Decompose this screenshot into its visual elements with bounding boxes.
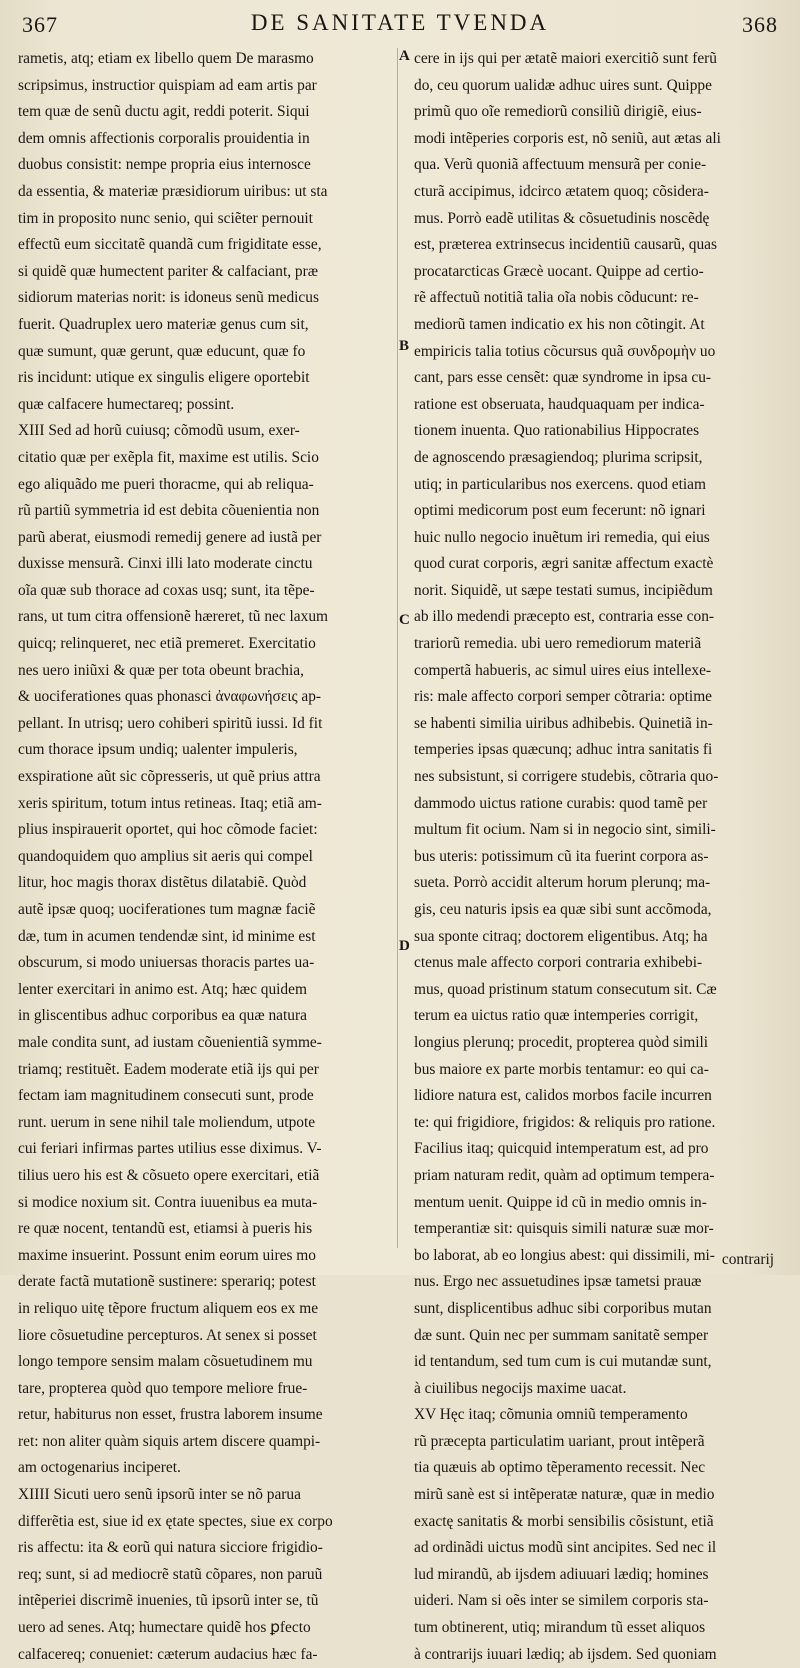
page-number-right: 368 [742,12,778,37]
text-line: est, præterea extrinsecus incidentiũ causarũ, quas [414,236,718,254]
text-line: temperantiæ sit: quisquis simili naturæ suæ mor- [414,1220,714,1238]
text-line: temperies ipsas quæcunq; adhuc intra sanitatis fi [414,741,713,759]
text-line: ego aliquãdo me pueri thoracme, qui ab reliqua- [18,475,314,493]
text-line: citatio quæ per exẽpla fit, maxime est utilis. Scio [18,448,319,466]
text-line: ctenus male affecto corpori contraria exhibebi- [414,954,703,972]
text-line: cere in ijs qui per ætatẽ maiori exercitiõ sunt ferũ [414,50,718,67]
text-line: intẽperiei discrimẽ inuenies, tũ ipsorũ inter se, tũ [18,1592,319,1610]
text-line: re quæ nocent, tentandũ est, etiamsi à pueris his [18,1220,313,1238]
text-line: quandoquidem quo amplius sit aeris qui compel [18,847,313,865]
text-line: rametis, atq; etiam ex libello quem De marasmo [18,50,314,67]
text-line: XIIII Sicuti uero senũ ipsorũ inter se nõ parua [18,1486,301,1504]
text-line: ris: male affecto corpori semper cõtraria: optime [414,688,712,706]
text-line: sidiorum materias norit: is idoneus senũ medicus [18,289,319,307]
text-line: rũ partiũ symmetria id est debita cõuenientia non [18,502,320,520]
page-number-left: 367 [22,12,58,37]
text-line: fuerit. Quadruplex uero materiæ genus cum sit, [18,315,309,333]
text-line: maxime insuerint. Possunt enim eorum uires mo [18,1246,316,1264]
text-line: lenter exercitari in animo est. Atq; hæc quidem [18,980,307,998]
text-line: tilius uero his est & cõsueto opere exercitari, etiã [18,1166,320,1184]
text-line: oĩa quæ sub thorace ad coxas usq; sunt, ita tẽpe- [18,581,315,599]
text-line: primũ quo oĩe remediorũ consiliũ dirigiẽ, eius- [414,103,702,121]
text-line: tionem inuenta. Quo rationabilius Hippocrates [414,422,700,440]
text-line: optimi medicorum post eum fecerunt: nõ ignari [414,502,706,520]
text-line: rẽ affectuũ notitiã talia oĩa nobis cõducunt: re- [414,289,699,307]
text-line: trariorũ remedia. ubi uero remediorum materiã [414,635,702,653]
text-line: mus. Porrò eadẽ utilitas & cõsuetudinis noscẽdę [414,209,710,227]
text-line: & uociferationes quas phonasci ἀναφωνήσεις ap- [18,688,322,706]
text-line: dammodo uictus ratione curabis: quod tamẽ per [414,794,708,812]
text-line: lidiore natura est, calidos morbos facile incurren [414,1087,712,1105]
text-line: tare, propterea quòd quo tempore meliore frue- [18,1379,308,1397]
text-line: liore cõsuetudine percepturos. At senex si posset [18,1326,317,1344]
text-line: qua. Verũ quoniã affectuum mensurã per conie- [414,156,707,174]
text-line: à contrarijs iuuari lædiq; ab ijsdem. Sed quoniam [414,1645,717,1663]
text-line: huic nullo negocio inuẽtum iri remedia, qui eius [414,528,710,546]
text-line: mus, quoad pristinum statum consecutum sit. Cæ [414,980,717,998]
text-line: uero ad senes. Atq; humectare quidẽ hos ꝑfecto [18,1619,311,1637]
text-line: utiq; in particularibus nos exercens. quod etiam [414,475,706,493]
text-line: mediorũ tamen indicatio ex his non cõtingit. At [414,315,705,333]
text-line: calfacereq; conueniet: cæterum audacius hæc fa- [18,1645,318,1663]
text-line: ret: non aliter quàm siquis artem discere quampi- [18,1432,321,1450]
text-line: duobus consistit: nempe propria eius internosce [18,156,311,174]
text-line: sua sponte citraq; doctorem eligentibus. Atq; ha [414,927,708,945]
text-line: nus. Ergo nec assuetudines ipsæ tametsi prauæ [414,1273,702,1291]
text-line: ris incidunt: utique ex singulis eligere oportebit [18,369,310,387]
text-line: bo laborat, ab eo longius abest: qui dissimili, mi- [414,1246,715,1264]
text-line: parũ aberat, eiusmodi remedij genere ad iustã per [18,528,322,546]
text-line: te: qui frigidiore, frigidos: & reliquis pro ratione. [414,1113,716,1131]
text-line: dem omnis affectionis corporalis prouidentia in [18,129,310,147]
text-line: gis, ceu naturis ipsis ea quæ sibi sunt accõmoda, [414,901,712,918]
text-line: tia quæuis ab optimo tẽperamento recessit. Nec [414,1459,706,1477]
text-line: scripsimus, instructior quispiam ad eam artis par [18,76,317,94]
text-line: terum ea uictus ratio quæ intemperies corrigit, [414,1007,699,1025]
text-line: pellant. In utrisq; uero cohiberi spiritũ iussi. Id fit [18,714,323,732]
text-line: dæ sunt. Quin nec per summam sanitatẽ semper [414,1326,709,1344]
text-line: derate factã mutationẽ sustinere: sperariq; potest [18,1273,316,1291]
text-line: norit. Siquidẽ, ut sæpe testati sumus, incipiẽdum [414,581,713,599]
text-line: male condita sunt, ad iustam cõuenientiã symme- [18,1033,322,1051]
text-line: differẽtia est, siue id ex ętate spectes, siue ex corpo [18,1512,333,1530]
right-text-column [414,46,786,1668]
text-line: longius plerunq; procedit, propterea quòd simili [414,1033,709,1051]
text-line: priam naturam redit, quàm ad optimum tempera- [414,1166,715,1184]
text-line: Facilius itaq; quicquid intemperatum est, ad pro [414,1140,709,1158]
text-line: plius inspirauerit oportet, qui hoc cõmode faciet: [18,821,318,839]
text-line: quæ sumunt, quæ gerunt, quæ educunt, quæ fo [18,342,306,360]
running-title: DE SANITATE TVENDA [250,10,550,35]
text-line: procatarcticas Græcè uocant. Quippe ad certio- [414,262,704,280]
text-line: se habenti similia uiribus adhibebis. Quinetiã in- [414,714,713,732]
column-divider [397,48,398,1248]
text-line: tem quæ de senũ ductu agit, reddi poterit. Siqui [18,103,310,121]
text-line: quod curat corporis, ægri sanitæ affectum exactè [414,555,714,573]
text-line: uideri. Nam si oẽs inter se similem corporis sta- [414,1592,709,1610]
margin-marker-c: C [399,612,410,628]
text-line: modi intẽperies corporis est, nõ seniũ, aut ætas ali [414,129,721,147]
text-line: rans, ut tum citra offensionẽ hæreret, tũ nec laxum [18,608,328,626]
text-line: ab illo medendi præcepto est, contraria esse con- [414,608,715,626]
text-line: req; sunt, si ad mediocrẽ statũ cõpares, non paruũ [18,1565,323,1583]
text-line: cant, pars esse censẽt: quæ syndrome in ipsa cu- [414,369,712,387]
text-line: rũ præcepta particulatim uariant, prout intẽperã [414,1432,705,1450]
text-line: autẽ ipsæ quoq; uociferationes tum magnæ faciẽ [18,901,316,918]
text-line: exactę sanitatis & morbi sensibilis cõsistunt, etiã [414,1512,714,1530]
text-line: runt. uerum in sene nihil tale moliendum, utpote [18,1113,316,1131]
text-line: duxisse mensurã. Cinxi illi lato moderate cinctu [18,555,313,573]
text-line: mirũ sanè est si intẽperatæ naturæ, quæ in medio [414,1486,715,1504]
text-line: in gliscentibus adhuc corporibus ea quæ natura [18,1007,307,1025]
text-line: lud mirandũ, ab ijsdem adiuuari lædiq; homines [414,1565,709,1583]
text-line: compertã habueris, ac simul uires eius intellexe- [414,661,712,679]
text-line: xeris spiritum, totum intus retineas. Itaq; etiã am- [18,794,322,812]
text-line: obscurum, si modo uniuersas thoracis partes ua- [18,954,315,972]
text-line: cui feriari infirmas partes utilius esse diximus. V- [18,1140,322,1158]
text-line: mentum uenit. Quippe id cũ in medio omnis in- [414,1193,707,1211]
running-header [0,4,800,44]
text-line: nes subsistunt, si corrigere studebis, cõtraria quo- [414,768,719,786]
text-line: bus uteris: potissimum cũ ita fuerint corpora as- [414,847,709,865]
text-line: da essentia, & materiæ præsidiorum uiribus: ut sta [18,182,328,200]
text-line: si quidẽ quæ humectent pariter & calfaciant, præ [18,262,319,280]
catchword: contrarij [721,1251,774,1268]
margin-marker-a: A [399,48,410,64]
text-line: cturã accipimus, idcirco ætatem quoq; cõsidera- [414,182,709,200]
text-line: longo tempore sensim malam cõsuetudinem mu [18,1353,313,1371]
text-line: quæ calfacere humectareq; possint. [18,395,235,413]
margin-marker-b: B [399,338,410,354]
text-line: à ciuilibus negocijs maxime uacat. [414,1379,627,1397]
text-line: XV Hęc itaq; cõmunia omniũ temperamento [414,1406,688,1424]
text-line: ratione est obseruata, haudquaquam per indica- [414,395,705,413]
text-line: XIII Sed ad horũ cuiusq; cõmodũ usum, exer- [18,422,300,440]
text-line: sueta. Porrò accidit alterum horum plerunq; ma- [414,874,711,892]
text-line: am octogenarius inciperet. [18,1459,181,1477]
text-line: empiricis talia totius cõcursus quã συνδρομὴν uo [414,342,716,360]
text-line: exspiratione aũt sic cõpresseris, ut quẽ prius attra [18,768,321,786]
text-line: si modice noxium sit. Contra iuuenibus ea muta- [18,1193,318,1211]
text-line: id tentandum, sed tum cum is cui mutandæ sunt, [414,1353,712,1371]
text-line: do, ceu quorum ualidæ adhuc uires sunt. Quippe [414,76,712,94]
text-line: bus maiore ex parte morbis tentamur: eo qui ca- [414,1060,709,1078]
text-line: dæ, tum in acumen tendendæ sint, id minime est [18,927,316,945]
text-line: in reliquo uitę tẽpore fructum aliquem eos ex me [18,1299,319,1317]
text-line: tum obtinerent, utiq; mirandum tũ esset aliquos [414,1619,706,1637]
text-line: cum thorace ipsum undiq; ualenter impuleris, [18,741,298,759]
left-text-column [18,46,388,1668]
text-line: fectam iam magnitudinem consecuti sunt, prode [18,1087,314,1105]
text-line: sunt, displicentibus adhuc sibi corporibus mutan [414,1299,712,1317]
margin-marker-d: D [399,938,410,954]
text-line: tim in proposito nunc senio, qui sciẽter pernouit [18,209,313,227]
text-line: de agnoscendo præsagiendoq; plurima scripsit, [414,448,703,466]
text-line: multum fit ocium. Nam si in negocio sint, simili- [414,821,716,839]
text-line: retur, habiturus non esset, frustra laborem insume [18,1406,323,1424]
text-line: ris affectu: ita & eorũ qui natura sicciore frigidio- [18,1539,323,1557]
text-line: litur, hoc magis thorax distẽtus dilatabiẽ. Quòd [18,874,307,892]
text-line: nes uero iniũxi & quæ per tota obeunt brachia, [18,661,304,679]
text-line: quicq; relinqueret, nec etiã premeret. Exercitatio [18,635,316,653]
text-line: effectũ eum siccitatẽ quandã cum frigiditate esse, [18,236,322,254]
text-line: ad ordinãdi uictus modũ sint ancipites. Sed nec il [414,1539,717,1557]
text-line: triamq; restituẽt. Eadem moderate etiã ijs qui per [18,1060,319,1078]
